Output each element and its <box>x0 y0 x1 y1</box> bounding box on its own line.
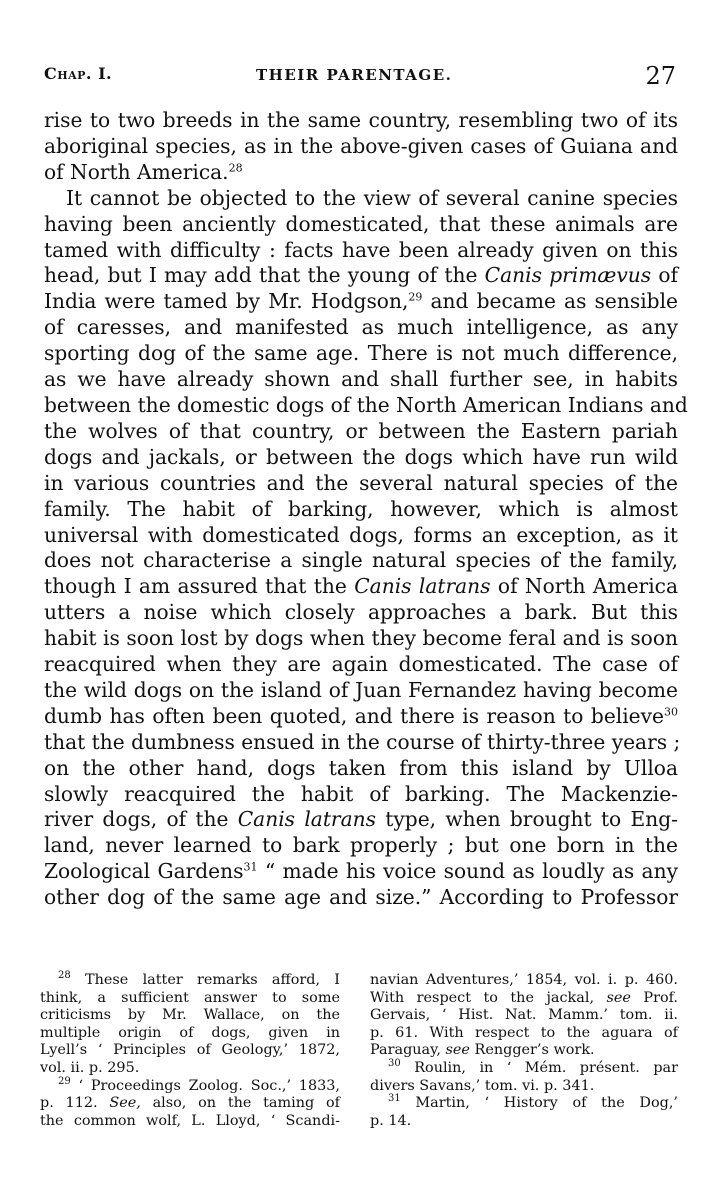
footnote-line <box>40 1095 340 1113</box>
text-run: vol. ii. p. 295. <box>40 1059 140 1076</box>
text-run: other dog of the same age and size.” According to Professor <box>44 885 678 910</box>
body-text-line <box>44 186 678 212</box>
footnote-line <box>40 1060 340 1078</box>
text-run: and became as sensible <box>422 289 678 314</box>
body-text-line <box>44 238 678 264</box>
text-run: Martin, ‘ History of the Dog,’ <box>400 1095 678 1112</box>
footnote-marker: 30 <box>388 1058 401 1070</box>
text-run: having been anciently domesticated, that these animals are <box>44 211 678 236</box>
footnote-line <box>370 1042 678 1060</box>
text-run: navian Adventures,’ 1854, vol. i. p. 460. <box>370 972 678 988</box>
text-run: type, when brought to Eng- <box>375 807 678 832</box>
text-run: think, a sufficient answer to some <box>40 989 340 1006</box>
body-text-line <box>44 523 678 549</box>
text-run: Prof. <box>630 989 679 1006</box>
text-run: river dogs, of the <box>44 807 238 832</box>
footnote-reference: 30 <box>664 705 678 719</box>
text-run: the common wolf, L. Lloyd, ‘ Scandi- <box>40 1112 340 1129</box>
body-text-line <box>44 782 678 808</box>
text-run: family. The habit of barking, however, which is almost <box>44 496 678 521</box>
text-run: tamed with difficulty : facts have been already given on this <box>44 237 678 262</box>
text-run: that the dumbness ensued in the course of thirty-three years ; <box>44 729 681 754</box>
body-text-line <box>44 419 678 445</box>
text-run: as we have already shown and shall further see, in habits <box>44 367 678 392</box>
footnote-line <box>370 1060 678 1078</box>
body-text-line <box>44 652 678 678</box>
italic-text: see <box>606 989 631 1006</box>
body-text-line <box>44 704 678 730</box>
footnote-marker: 29 <box>58 1075 71 1087</box>
text-run: in various countries and the several natural species of the <box>44 470 678 495</box>
body-text-line <box>44 678 678 704</box>
footnote-line <box>40 1075 340 1096</box>
footnote-marker: 31 <box>388 1093 401 1105</box>
body-text-line <box>44 807 678 833</box>
footnote-marker: 28 <box>58 970 71 982</box>
footnote-line <box>370 990 678 1008</box>
text-run: Lyell’s ‘ Principles of Geology,’ 1872, <box>40 1042 340 1059</box>
body-text-line <box>44 574 678 600</box>
body-text-line <box>44 134 678 160</box>
text-run: It cannot be objected to the view of several canine species <box>66 185 678 210</box>
text-run: on the other hand, dogs taken from this island by Ulloa <box>44 755 678 780</box>
text-run: slowly reacquired the habit of barking. The Mackenzie- <box>44 781 678 806</box>
footnote-line <box>40 1025 340 1043</box>
italic-text: Canis latrans <box>354 574 491 599</box>
text-run: between the domestic dogs of the North American Indians and <box>44 392 688 417</box>
footnote-line <box>40 972 340 990</box>
body-text-line <box>44 108 678 134</box>
text-run: does not characterise a single natural species of the family, <box>44 548 678 573</box>
body-text-line <box>44 367 678 393</box>
footnote-line <box>40 1007 340 1025</box>
body-text-line <box>44 600 678 626</box>
body-text-line <box>44 885 678 911</box>
italic-text: see <box>445 1042 470 1059</box>
text-run: Roulin, in ‘ Mém. présent. par <box>400 1059 678 1076</box>
text-run: “ made his voice sound as loudly as any <box>257 859 678 884</box>
footnote-line <box>40 1113 340 1131</box>
text-run: sporting dog of the same age. There is not much difference, <box>44 341 678 366</box>
body-text-line <box>44 756 678 782</box>
body-text-line <box>44 445 678 471</box>
body-text-line <box>44 859 678 885</box>
text-run: p. 112. <box>40 1095 110 1112</box>
text-run: Zoological Gardens <box>44 859 244 884</box>
text-run: Gervais, ‘ Hist. Nat. Mamm.’ tom. ii. <box>370 1007 678 1024</box>
body-text-line <box>44 315 678 341</box>
body-text-line <box>44 471 678 497</box>
text-run: though I am assured that the <box>44 574 355 599</box>
body-text-line <box>44 341 678 367</box>
text-run: divers Savans,’ tom. vi. p. 341. <box>370 1077 595 1094</box>
body-text-line <box>44 392 688 419</box>
body-text-line <box>44 212 678 238</box>
footnotes-right-column <box>370 972 678 1130</box>
text-run: criticisms by Mr. Wallace, on the <box>40 1007 340 1024</box>
text-run: India were tamed by Mr. Hodgson, <box>44 289 409 314</box>
text-run: also, on the taming of <box>140 1095 340 1112</box>
body-text <box>44 108 688 911</box>
italic-text: Canis primævus <box>484 263 652 288</box>
footnote-line <box>40 1042 340 1060</box>
text-run: dumb has often been quoted, and there is reason to believe <box>44 703 664 728</box>
body-text-line <box>44 497 678 523</box>
chapter-label: Chap. I. <box>44 64 113 83</box>
text-run: universal with domesticated dogs, forms an exception, as it <box>44 522 678 547</box>
text-run: p. 61. With respect to the aguara of <box>370 1024 678 1041</box>
text-run: habit is soon lost by dogs when they become feral and is soon <box>44 626 678 651</box>
text-run: Rengger’s work. <box>469 1042 595 1059</box>
footnote-line <box>370 972 678 990</box>
text-run: the wild dogs on the island of Juan Fernandez having become <box>44 677 678 702</box>
text-run: With respect to the jackal, <box>370 989 607 1006</box>
text-run: These latter remarks afford, I <box>70 972 340 988</box>
footnote-reference: 28 <box>228 161 243 175</box>
text-run: multiple origin of dogs, given in <box>40 1024 340 1041</box>
text-run: aboriginal species, as in the above-given cases of Guiana and <box>44 133 678 158</box>
body-text-line <box>44 626 678 652</box>
body-text-line <box>44 833 678 859</box>
italic-text: See, <box>109 1095 141 1112</box>
body-text-line <box>44 263 678 289</box>
footnote-line <box>370 1025 678 1043</box>
footnotes-left-column <box>40 972 340 1130</box>
text-run: head, but I may add that the young of the <box>44 263 485 288</box>
text-run: of caresses, and manifested as much intelligence, as any <box>44 315 678 340</box>
body-text-line <box>44 289 678 315</box>
text-run: dogs and jackals, or between the dogs which have run wild <box>44 444 678 469</box>
text-run: of North America <box>490 574 679 599</box>
footnote-reference: 31 <box>243 860 258 874</box>
footnote-reference: 29 <box>408 290 423 304</box>
text-run: p. 14. <box>370 1112 412 1129</box>
text-run: Paraguay, <box>370 1042 446 1059</box>
footnote-line <box>40 990 340 1008</box>
text-run: ‘ Proceedings Zoolog. Soc.,’ 1833, <box>70 1077 340 1094</box>
footnote-line <box>370 1007 678 1025</box>
text-run: utters a noise which closely approaches a bark. But this <box>44 600 678 625</box>
text-run: rise to two breeds in the same country, resembling two of its <box>44 108 678 132</box>
body-text-line <box>44 160 678 186</box>
text-run: the wolves of that country, or between the Eastern pariah <box>44 418 678 443</box>
italic-text: Canis latrans <box>237 807 376 832</box>
text-run: of North America. <box>44 159 229 184</box>
footnote-line <box>370 1113 678 1131</box>
body-text-line <box>44 548 678 574</box>
body-text-line <box>44 729 681 756</box>
text-run: of <box>651 263 678 288</box>
footnote-line <box>370 1078 678 1096</box>
page-number: 27 <box>645 62 676 90</box>
text-run: reacquired when they are again domesticated. The case of <box>44 652 678 677</box>
text-run: land, never learned to bark properly ; but one born in the <box>44 833 678 858</box>
running-title: THEIR PARENTAGE. <box>256 66 453 84</box>
footnotes <box>40 972 680 1172</box>
footnote-line <box>370 1095 678 1113</box>
running-header <box>44 62 676 92</box>
